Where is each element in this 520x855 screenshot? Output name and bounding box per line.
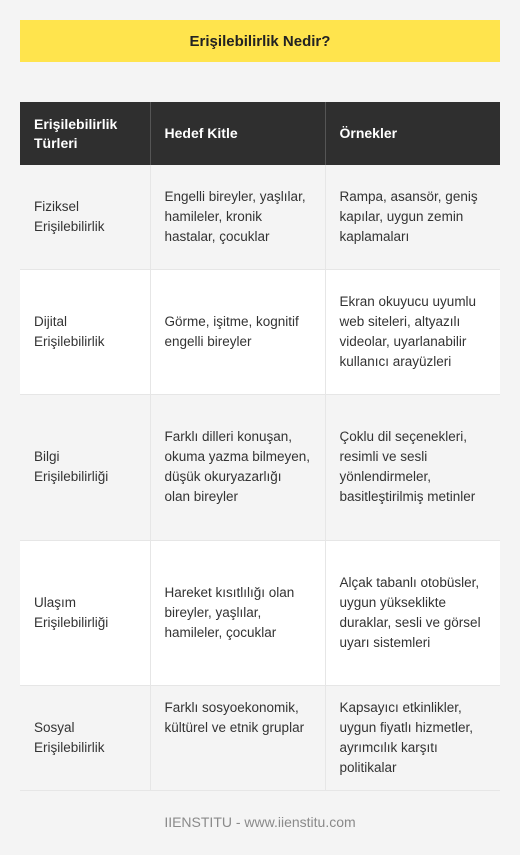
cell-examples: Rampa, asansör, geniş kapılar, uygun zemin kaplamaları (325, 165, 500, 269)
accessibility-table (20, 102, 500, 791)
header-audience: Hedef Kitle (150, 102, 325, 165)
table-row (20, 165, 500, 269)
cell-type: Fiziksel Erişilebilirlik (20, 165, 150, 269)
cell-audience: Engelli bireyler, yaşlılar, hamileler, kronik hastalar, çocuklar (150, 165, 325, 269)
cell-type: Sosyal Erişilebilirlik (20, 685, 150, 790)
table-row (20, 269, 500, 394)
cell-type: Bilgi Erişilebilirliği (20, 394, 150, 540)
header-types: Erişilebilirlik Türleri (20, 102, 150, 165)
table-header-row (20, 102, 500, 165)
cell-type: Dijital Erişilebilirlik (20, 269, 150, 394)
cell-audience: Farklı dilleri konuşan, okuma yazma bilmeyen, düşük okuryazarlığı olan bireyler (150, 394, 325, 540)
table-row (20, 685, 500, 790)
cell-examples: Çoklu dil seçenekleri, resimli ve sesli yönlendirmeler, basitleştirilmiş metinler (325, 394, 500, 540)
cell-audience: Farklı sosyoekonomik, kültürel ve etnik gruplar (150, 685, 325, 790)
cell-examples: Alçak tabanlı otobüsler, uygun yükseklikte duraklar, sesli ve görsel uyarı sistemleri (325, 540, 500, 685)
cell-audience: Hareket kısıtlılığı olan bireyler, yaşlılar, hamileler, çocuklar (150, 540, 325, 685)
table-row (20, 540, 500, 685)
cell-type: Ulaşım Erişilebilirliği (20, 540, 150, 685)
cell-audience: Görme, işitme, kognitif engelli bireyler (150, 269, 325, 394)
table-row (20, 394, 500, 540)
footer-credit: IIENSTITU - www.iienstitu.com (164, 814, 356, 830)
cell-examples: Ekran okuyucu uyumlu web siteleri, altyazılı videolar, uyarlanabilir kullanıcı arayüzleri (325, 269, 500, 394)
header-examples: Örnekler (325, 102, 500, 165)
cell-examples: Kapsayıcı etkinlikler, uygun fiyatlı hizmetler, ayrımcılık karşıtı politikalar (325, 685, 500, 790)
page-title: Erişilebilirlik Nedir? (189, 32, 331, 50)
title-banner (20, 20, 500, 62)
